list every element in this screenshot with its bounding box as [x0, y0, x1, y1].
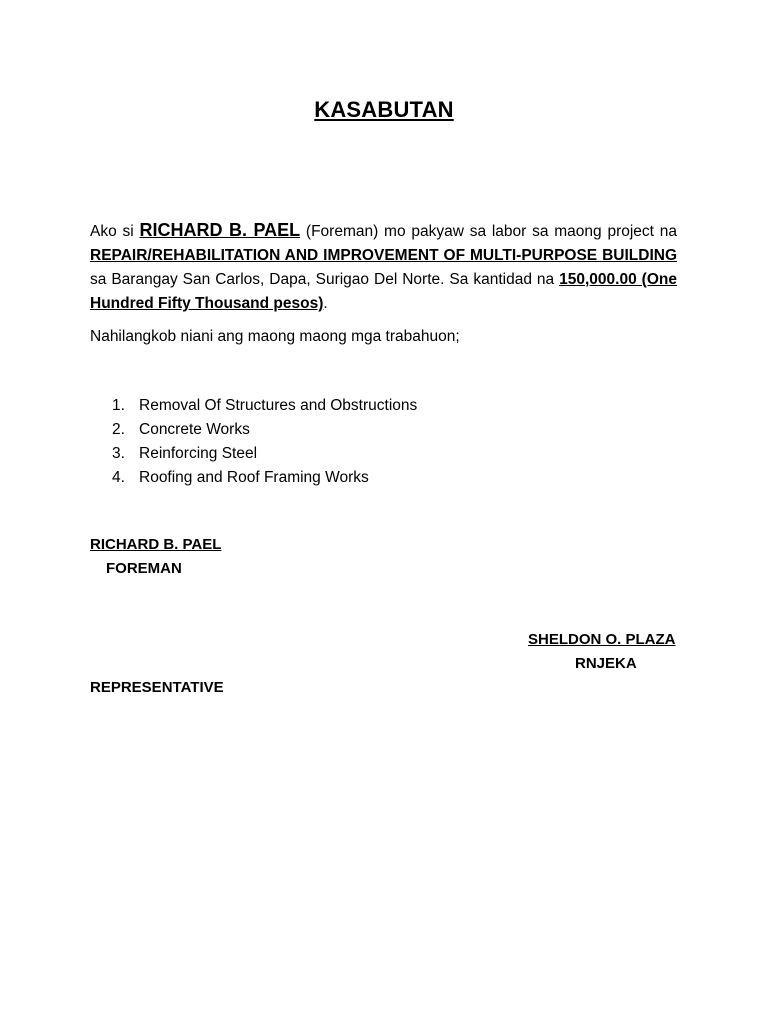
foreman-signature-role: FOREMAN [106, 560, 182, 577]
foreman-signature-name: RICHARD B. PAEL [90, 536, 222, 553]
list-item [108, 442, 417, 466]
list-item [108, 418, 417, 442]
representative-label: REPRESENTATIVE [90, 679, 224, 696]
paragraph-end: . [323, 295, 328, 312]
project-name: REPAIR/REHABILITATION AND IMPROVEMENT OF MULTI-PURPOSE BUILDING [90, 247, 677, 264]
document-title: KASABUTAN [314, 97, 454, 122]
list-item-label: Concrete Works [139, 421, 250, 438]
foreman-name: RICHARD B. PAEL [139, 220, 301, 240]
list-item-label: Reinforcing Steel [139, 445, 258, 462]
list-item-label: Roofing and Roof Framing Works [139, 469, 369, 486]
agreement-paragraph [90, 218, 677, 316]
second-party-signature-role: RNJEKA [575, 655, 637, 672]
scope-intro-paragraph: Nahilangkob niani ang maong maong mga trabahuon; [90, 328, 460, 345]
list-item-number: 3. [112, 445, 125, 462]
task-list [108, 394, 417, 490]
second-party-signature-name: SHELDON O. PLAZA [528, 631, 676, 648]
list-item-number: 2. [112, 421, 125, 438]
list-item [108, 394, 417, 418]
list-item-number: 1. [112, 397, 125, 414]
paragraph-text-1: (Foreman) mo pakyaw sa labor sa maong project na [300, 223, 678, 240]
paragraph-text-2: sa Barangay San Carlos, Dapa, Surigao Del Norte. Sa kantidad na [90, 271, 560, 288]
list-item-label: Removal Of Structures and Obstructions [139, 397, 418, 414]
contract-amount: 150,000.00 (One Hundred Fifty Thousand pesos) [90, 271, 677, 312]
intro-text: Ako si [90, 223, 140, 240]
list-item-number: 4. [112, 469, 125, 486]
list-item [108, 466, 417, 490]
